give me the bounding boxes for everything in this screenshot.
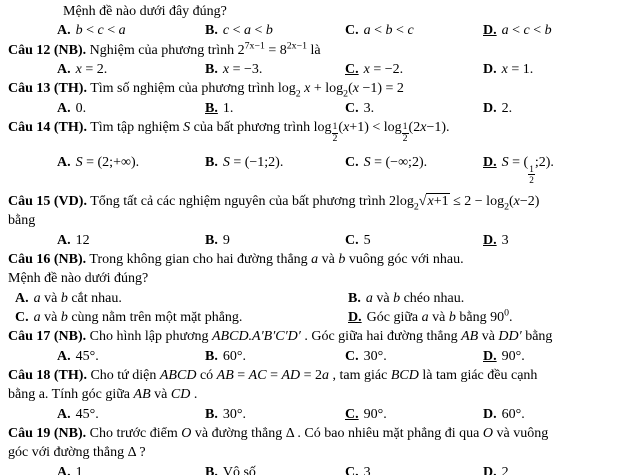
option-a — [57, 347, 205, 366]
option-text: 2 — [501, 464, 509, 475]
option-c — [345, 21, 483, 40]
option-b — [205, 99, 345, 118]
option-label: A. — [57, 464, 71, 475]
option-text: S = (2;+∞). — [75, 155, 140, 171]
option-c — [345, 347, 483, 366]
option-text: 45°. — [75, 348, 99, 364]
option-text: 1 — [75, 464, 83, 475]
option-text: S = (−1;2). — [222, 155, 284, 171]
option-label: B. — [205, 155, 218, 171]
q18-number: Câu 18 (TH). — [8, 367, 87, 383]
option-c — [345, 99, 483, 118]
q18-text: Cho tứ diện ABCD có AB = AC = AD = 2a , tam giác BCD là tam giác đều cạnh — [86, 367, 538, 383]
q16-options-row2 — [15, 308, 632, 327]
option-label: A. — [57, 155, 71, 171]
q17-options — [57, 347, 632, 366]
q19-options — [57, 463, 632, 475]
q12-options — [57, 60, 632, 79]
option-c — [345, 60, 483, 79]
option-text: 9 — [222, 232, 230, 248]
q15-options — [57, 231, 632, 250]
option-label: D. — [483, 155, 497, 171]
option-a — [57, 99, 205, 118]
option-c — [345, 405, 483, 424]
option-text: 2. — [501, 100, 513, 116]
q18-options — [57, 405, 632, 424]
option-label: A. — [57, 406, 71, 422]
option-text: a < c < b — [501, 23, 552, 39]
option-d — [483, 60, 632, 79]
option-c — [345, 231, 483, 250]
option-b — [205, 463, 345, 475]
q13-text: Tìm số nghiệm của phương trình $\log_2 x + \log_2(x -1) = 2$ — [86, 81, 404, 100]
q16-heading-line2: Mệnh đề nào dưới đúng? — [8, 271, 149, 287]
option-label: B. — [205, 100, 218, 116]
option-label: C. — [345, 23, 359, 39]
option-text: 3 — [363, 464, 371, 475]
q18-heading — [8, 366, 632, 385]
option-d — [483, 99, 632, 118]
option-label: B. — [205, 348, 218, 364]
option-a — [57, 21, 205, 40]
q16-options-row1 — [15, 289, 632, 308]
option-label: D. — [483, 406, 497, 422]
option-b — [205, 231, 345, 250]
option-a — [15, 289, 348, 308]
q16-text: Trong không gian cho hai đường thẳng a và b vuông góc với nhau. — [86, 252, 464, 268]
option-label: A. — [57, 61, 71, 77]
option-text: x = 2. — [75, 61, 108, 77]
option-label: C. — [345, 232, 359, 248]
q18-heading-line2: bằng a. Tính góc giữa AB và CD . — [8, 387, 198, 403]
q14-heading — [8, 118, 632, 144]
option-label: D. — [483, 232, 497, 248]
option-text: S = ( $\frac{1}{2}$ ;2). — [501, 155, 554, 185]
option-label: B. — [205, 232, 218, 248]
option-b — [205, 21, 345, 40]
option-label: C. — [345, 100, 359, 116]
option-text: x = −2. — [363, 61, 404, 77]
option-b — [205, 405, 345, 424]
option-label: B. — [205, 61, 218, 77]
option-label: B. — [205, 464, 218, 475]
option-text: a < b < c — [363, 23, 414, 39]
option-text: a và b cắt nhau. — [33, 290, 122, 306]
q13-options — [57, 99, 632, 118]
option-a — [57, 153, 205, 185]
option-text: x = −3. — [222, 61, 263, 77]
option-c — [345, 153, 483, 185]
option-text: 90°. — [501, 348, 525, 364]
option-b — [205, 60, 345, 79]
option-text: 1. — [222, 100, 234, 116]
option-text: 30°. — [222, 406, 246, 422]
option-label: D. — [483, 23, 497, 39]
option-d — [483, 21, 632, 40]
option-label: C. — [345, 406, 359, 422]
option-label: C. — [345, 61, 359, 77]
option-label: C. — [15, 310, 29, 326]
option-text: a và b chéo nhau. — [365, 290, 465, 306]
q14-options — [57, 153, 632, 185]
q19-heading — [8, 424, 632, 443]
option-b — [205, 347, 345, 366]
option-label: D. — [348, 310, 362, 326]
option-label: B. — [205, 23, 218, 39]
q15-text: Tổng tất cả các nghiệm nguyên của bất phương trình $2\log_2√x+1 \le 2 - \log_2(x-2)$ — [86, 194, 540, 213]
q16-heading — [8, 250, 632, 269]
option-d — [483, 153, 632, 185]
q17-heading — [8, 327, 632, 346]
option-a — [57, 463, 205, 475]
q14-text: Tìm tập nghiệm S của bất phương trình log $_{\frac{1}{2}}$ (x+1) < log $_{\frac{1}{2}}$ (2x−1). — [86, 119, 450, 144]
option-text: 60°. — [501, 406, 525, 422]
option-b — [205, 153, 345, 185]
option-label: D. — [483, 100, 497, 116]
option-text: Góc giữa a và b bằng $90^0$. — [366, 307, 513, 326]
option-label: D. — [483, 61, 497, 77]
option-text: 45°. — [75, 406, 99, 422]
option-label: A. — [57, 232, 71, 248]
option-a — [57, 231, 205, 250]
option-c — [15, 308, 348, 327]
q11-prompt: Mệnh đề nào dưới đây đúng? — [63, 4, 227, 19]
option-a — [57, 60, 205, 79]
option-text: 5 — [363, 232, 371, 248]
option-text: 90°. — [363, 406, 387, 422]
option-b — [348, 289, 632, 308]
q13-heading — [8, 79, 632, 98]
option-text: S = (−∞;2). — [363, 155, 428, 171]
option-label: C. — [345, 464, 359, 475]
q12-text: Nghiệm của phương trình $2^{7x-1} = 8^{2x-1}$ là — [86, 39, 321, 58]
q12-number: Câu 12 (NB). — [8, 42, 87, 58]
q15-number: Câu 15 (VD). — [8, 194, 87, 210]
q14-number: Câu 14 (TH). — [8, 119, 87, 135]
option-text: 0. — [75, 100, 87, 116]
option-label: A. — [57, 348, 71, 364]
option-text: 3 — [501, 232, 509, 248]
option-d — [483, 347, 632, 366]
option-label: C. — [345, 348, 359, 364]
q16-number: Câu 16 (NB). — [8, 252, 87, 268]
option-d — [483, 405, 632, 424]
option-label: D. — [483, 464, 497, 475]
option-text: 60°. — [222, 348, 246, 364]
option-label: B. — [348, 290, 361, 306]
q13-number: Câu 13 (TH). — [8, 81, 87, 97]
q19-number: Câu 19 (NB). — [8, 425, 87, 441]
option-text: Vô số — [222, 464, 256, 475]
q11-options — [57, 21, 632, 40]
option-text: x = 1. — [501, 61, 534, 77]
option-text: b < c < a — [75, 23, 126, 39]
option-text: 3. — [363, 100, 375, 116]
q12-heading — [8, 41, 632, 60]
option-label: C. — [345, 155, 359, 171]
option-d — [483, 463, 632, 475]
option-label: A. — [57, 23, 71, 39]
q19-heading-line2: góc với đường thẳng Δ ? — [8, 445, 146, 461]
q17-text: Cho hình lập phương ABCD.A′B′C′D′ . Góc giữa hai đường thẳng AB và DD′ bằng — [86, 329, 553, 345]
q19-text: Cho trước điểm O và đường thẳng Δ . Có bao nhiêu mặt phẳng đi qua O và vuông — [86, 425, 549, 441]
q17-number: Câu 17 (NB). — [8, 329, 87, 345]
option-label: B. — [205, 406, 218, 422]
option-label: A. — [15, 290, 29, 306]
option-c — [345, 463, 483, 475]
q15-heading-line2: bằng — [8, 213, 36, 229]
option-d — [348, 308, 632, 327]
option-text: 12 — [75, 232, 90, 248]
q15-heading — [8, 192, 632, 211]
option-text: c < a < b — [222, 23, 273, 39]
option-a — [57, 405, 205, 424]
option-d — [483, 231, 632, 250]
option-text: a và b cùng nằm trên một mặt phẳng. — [33, 310, 243, 326]
option-label: D. — [483, 348, 497, 364]
option-label: A. — [57, 100, 71, 116]
option-text: 30°. — [363, 348, 387, 364]
